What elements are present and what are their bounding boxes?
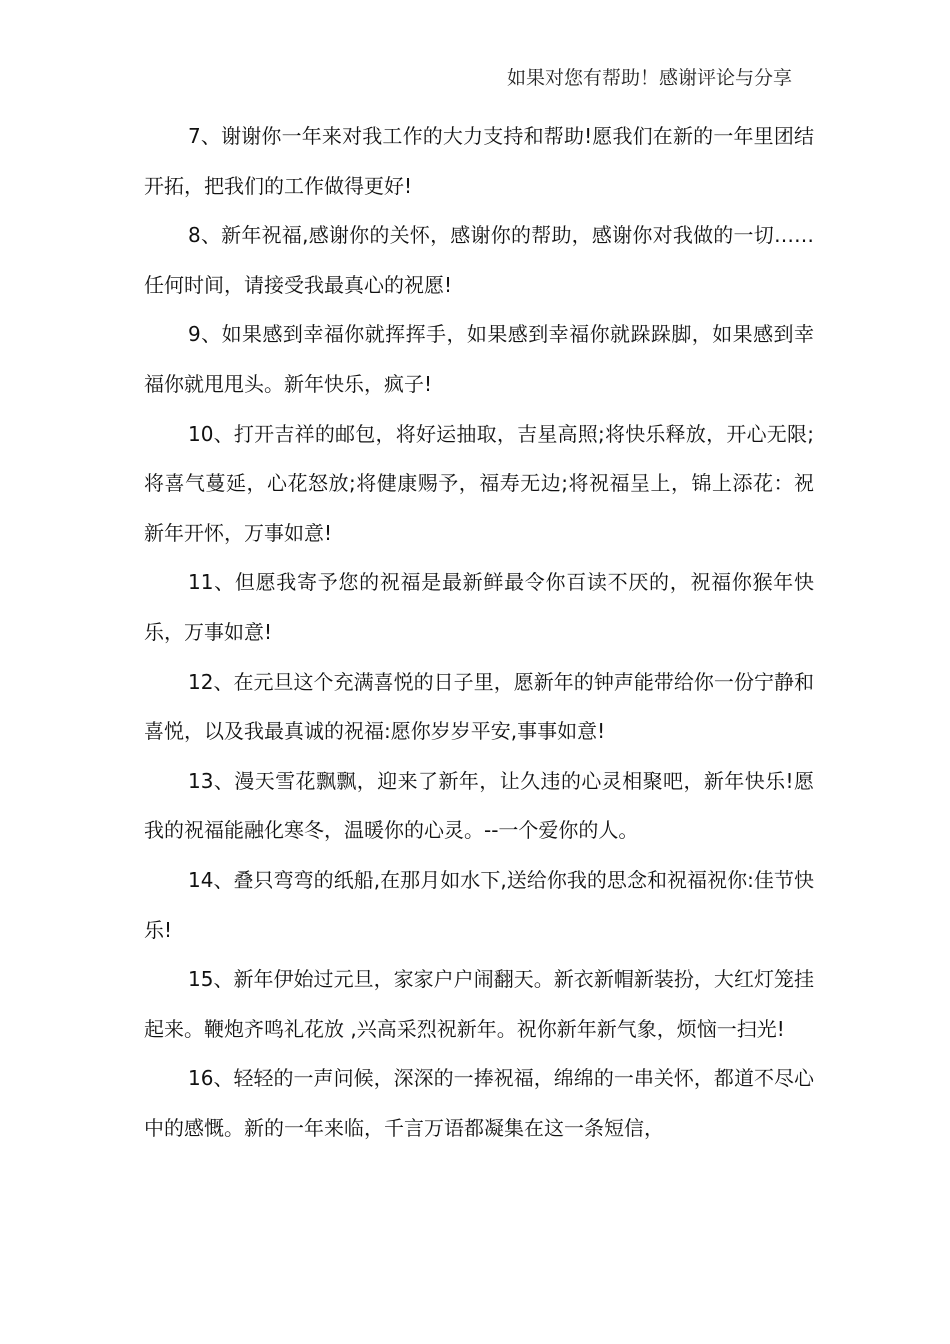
paragraph-10: 10、打开吉祥的邮包，将好运抽取，吉星高照;将快乐释放，开心无限;将喜气蔓延，心花怒放;将健康赐予，福寿无边;将祝福呈上，锦上添花：祝新年开怀，万事如意! xyxy=(144,421,814,545)
paragraph-12: 12、在元旦这个充满喜悦的日子里，愿新年的钟声能带给你一份宁静和喜悦，以及我最真诚的祝福:愿你岁岁平安,事事如意! xyxy=(144,669,814,744)
paragraph-9: 9、如果感到幸福你就挥挥手，如果感到幸福你就跺跺脚，如果感到幸福你就甩甩头。新年快乐，疯子! xyxy=(144,322,814,396)
paragraph-11: 11、但愿我寄予您的祝福是最新鲜最令你百读不厌的，祝福你猴年快乐，万事如意! xyxy=(144,570,814,644)
page-header: 如果对您有帮助！感谢评论与分享 xyxy=(506,67,792,89)
paragraph-15: 15、新年伊始过元旦，家家户户闹翻天。新衣新帽新装扮，大红灯笼挂起来。鞭炮齐鸣礼花放 ,兴高采烈祝新年。祝你新年新气象，烦恼一扫光! xyxy=(144,967,814,1041)
paragraph-14: 14、叠只弯弯的纸船,在那月如水下,送给你我的思念和祝福祝你:佳节快乐! xyxy=(144,867,814,942)
document-body xyxy=(144,112,814,1153)
paragraph-7: 7、谢谢你一年来对我工作的大力支持和帮助!愿我们在新的一年里团结开拓，把我们的工作做得更好! xyxy=(144,124,814,198)
paragraph-8: 8、新年祝福,感谢你的关怀，感谢你的帮助，感谢你对我做的一切……任何时间，请接受我最真心的祝愿! xyxy=(144,223,814,297)
paragraph-16: 16、轻轻的一声问候，深深的一捧祝福，绵绵的一串关怀，都道不尽心中的感慨。新的一年来临，千言万语都凝集在这一条短信， xyxy=(144,1066,814,1140)
paragraph-13: 13、漫天雪花飘飘，迎来了新年，让久违的心灵相聚吧，新年快乐!愿我的祝福能融化寒冬，温暖你的心灵。--一个爱你的人。 xyxy=(144,768,814,843)
